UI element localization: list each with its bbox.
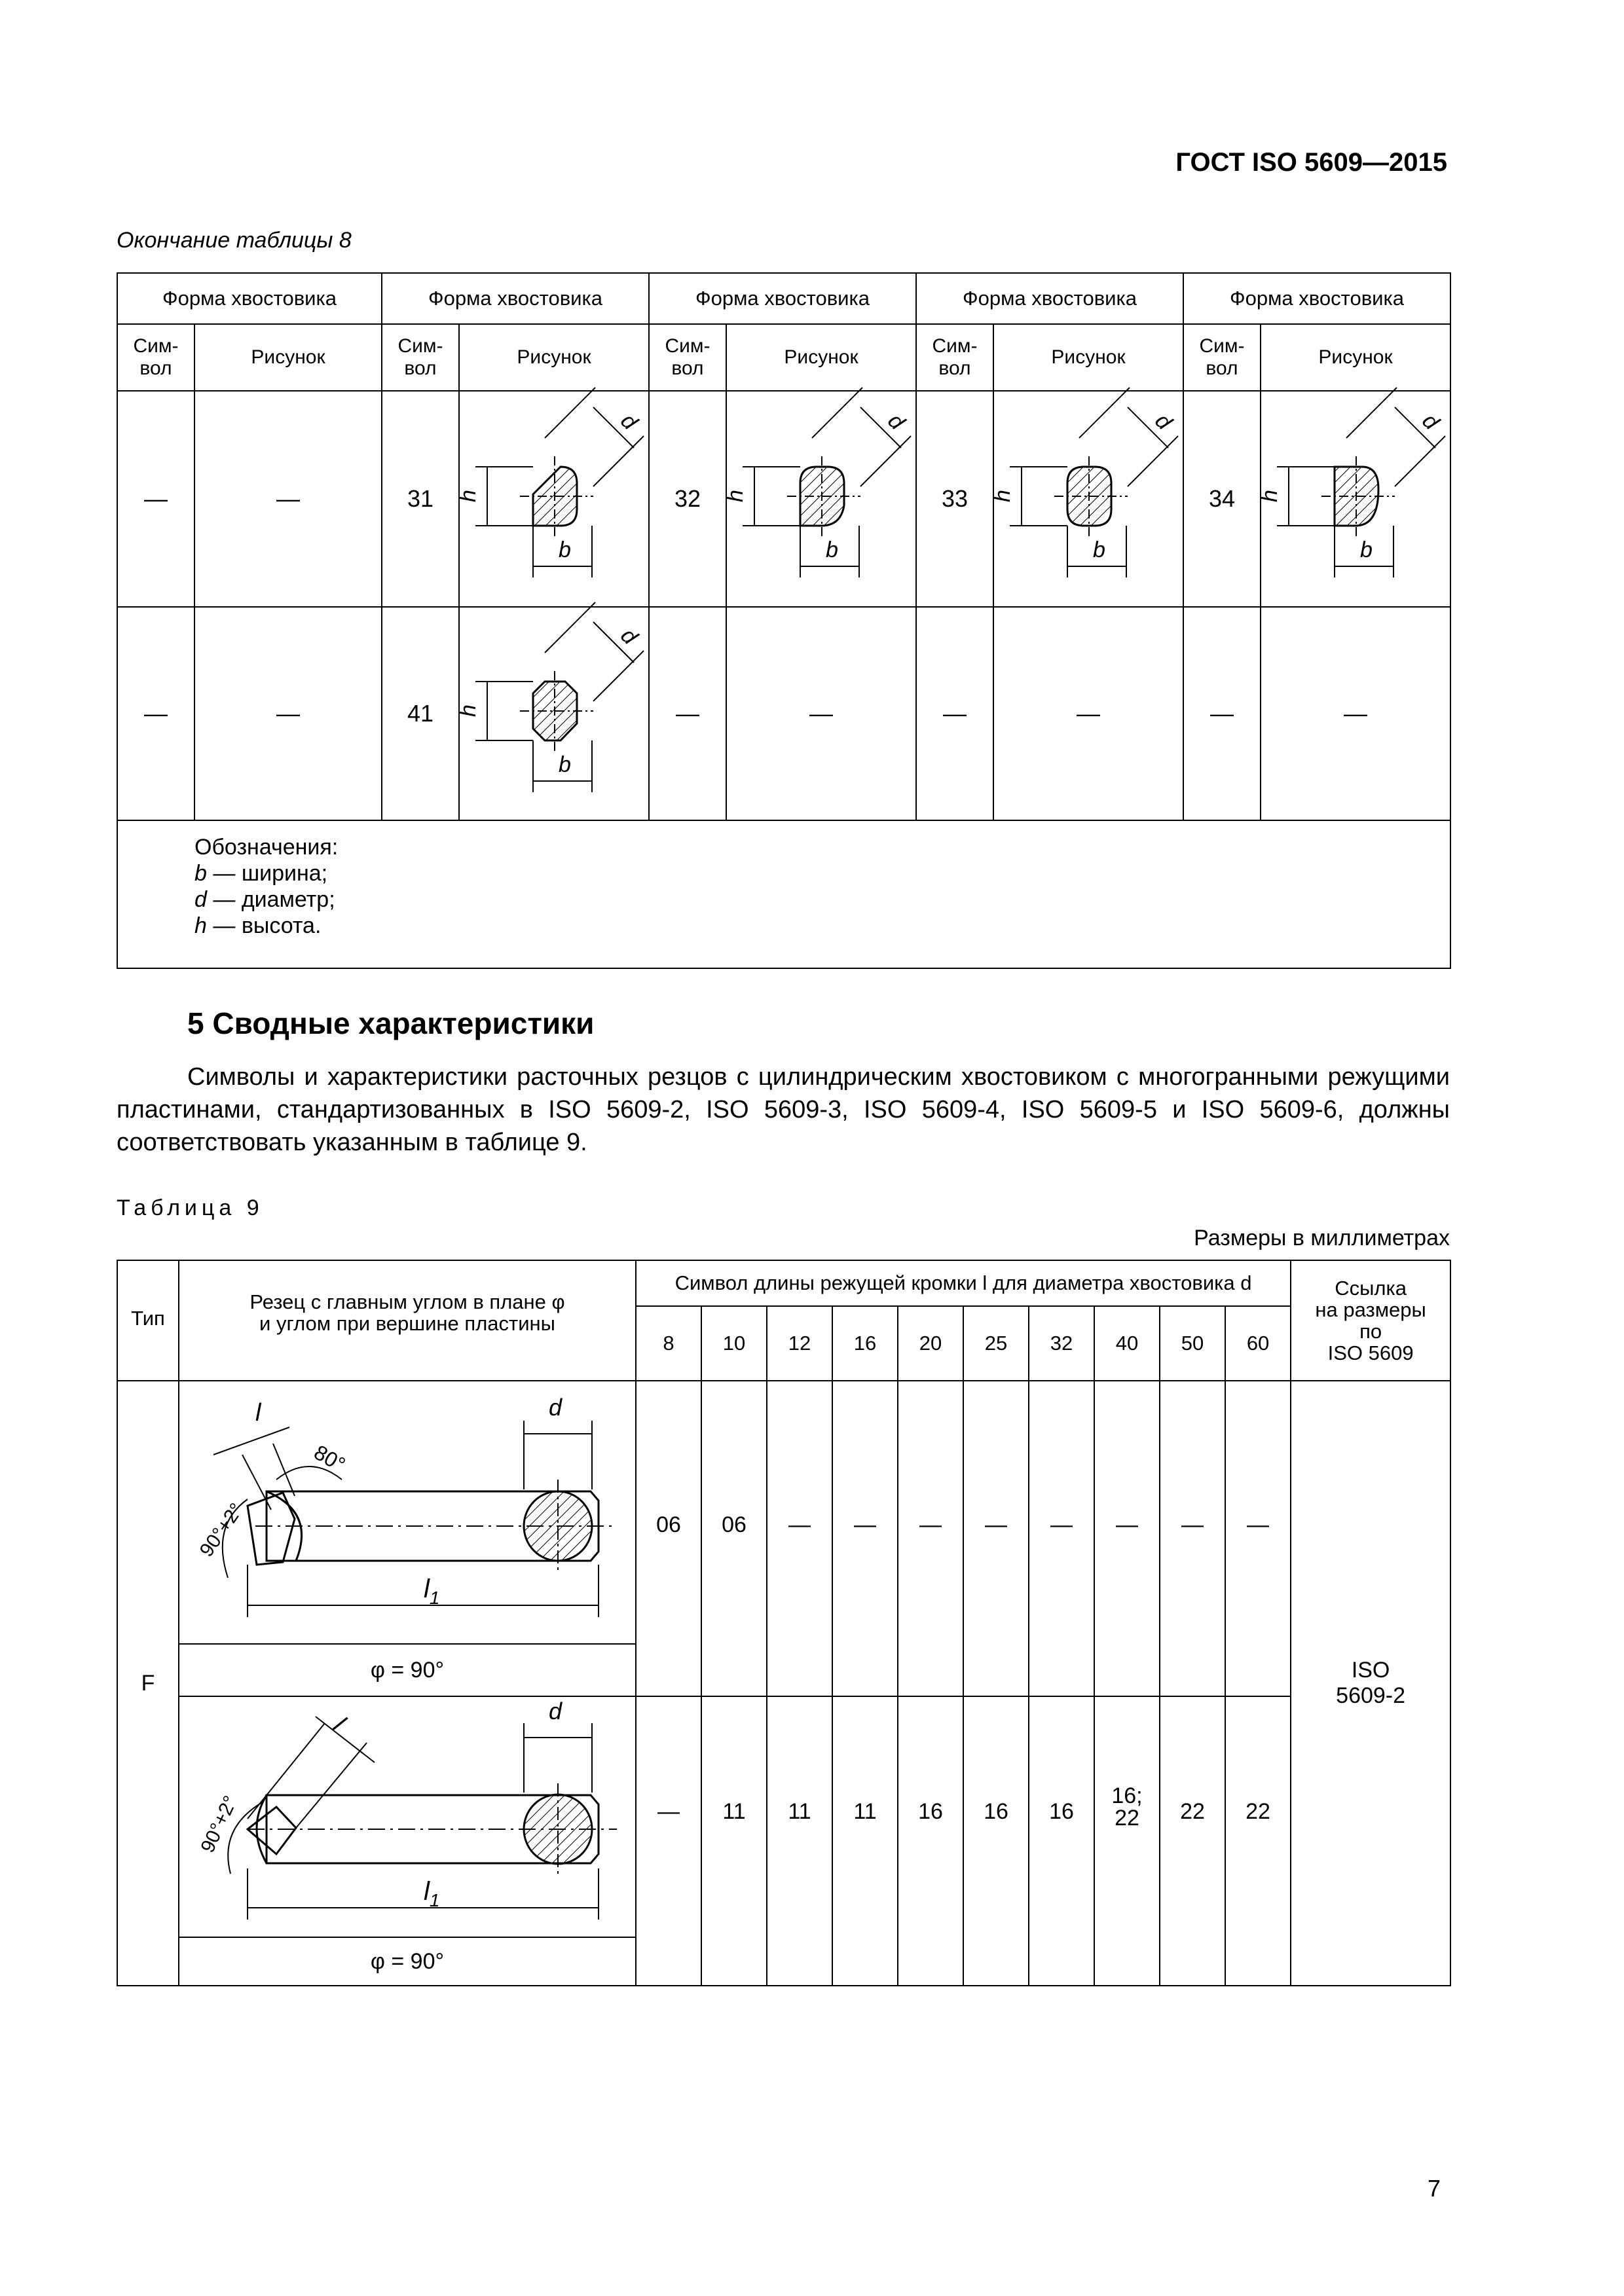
svg-text:d: d xyxy=(549,1394,563,1421)
picture-cell xyxy=(1257,391,1450,607)
symbol-header: Сим- вол xyxy=(1183,324,1261,391)
svg-text:l: l xyxy=(328,1711,350,1737)
svg-text:h: h xyxy=(990,490,1015,502)
picture-header: Рисунок xyxy=(194,324,382,391)
diameter-header: 50 xyxy=(1160,1306,1225,1381)
group-header: Форма хвостовика xyxy=(382,273,649,324)
table8-caption: Окончание таблицы 8 xyxy=(117,228,352,253)
group-header: Форма хвостовика xyxy=(117,273,382,324)
reference-header: Ссылка на размеры по ISO 5609 xyxy=(1291,1260,1450,1381)
shank-drawing-33 xyxy=(990,397,1180,600)
table-8 xyxy=(117,272,1451,969)
standard-designation: ГОСТ ISO 5609—2015 xyxy=(1175,148,1447,177)
value-cell: 06 xyxy=(701,1381,767,1696)
diameter-header: 10 xyxy=(701,1306,767,1381)
value-cell: 16; 22 xyxy=(1094,1696,1160,1986)
cutter-caption: φ = 90° xyxy=(179,1644,636,1696)
picture-cell: — xyxy=(194,607,382,820)
picture-header: Рисунок xyxy=(993,324,1183,391)
value-cell: 06 xyxy=(636,1381,701,1696)
table9-label: Таблица 9 xyxy=(117,1195,264,1220)
symbol-cell: 32 xyxy=(649,391,726,607)
value-cell: 16 xyxy=(1029,1696,1094,1986)
cutter-header: Резец с главным углом в плане φ и углом при вершине пластины xyxy=(179,1260,636,1381)
group-header: Форма хвостовика xyxy=(916,273,1183,324)
svg-text:h: h xyxy=(1257,490,1282,502)
cutter-drawing-cell-2 xyxy=(179,1696,636,1937)
cutter-caption: φ = 90° xyxy=(179,1937,636,1986)
picture-cell xyxy=(723,391,916,607)
picture-header: Рисунок xyxy=(1261,324,1450,391)
symbol-header: Сим- вол xyxy=(916,324,993,391)
svg-text:d: d xyxy=(616,408,642,435)
svg-text:h: h xyxy=(456,704,481,717)
symbol-cell: — xyxy=(1183,607,1261,820)
picture-cell xyxy=(456,391,649,607)
shank-drawing-31 xyxy=(456,397,646,600)
value-cell: 22 xyxy=(1160,1696,1225,1986)
reference-cell: ISO 5609-2 xyxy=(1291,1381,1450,1986)
symbol-cell: 41 xyxy=(382,607,459,820)
value-cell: 11 xyxy=(767,1696,832,1986)
diameter-header: 60 xyxy=(1225,1306,1291,1381)
symbol-cell: — xyxy=(117,391,194,607)
svg-text:d: d xyxy=(883,408,910,435)
value-cell: — xyxy=(767,1381,832,1696)
picture-cell: — xyxy=(194,391,382,607)
cutter-drawing-2 xyxy=(185,1697,630,1937)
diameter-header: 8 xyxy=(636,1306,701,1381)
svg-text:h: h xyxy=(456,490,481,502)
legend-h: h — высота. xyxy=(194,913,322,938)
value-cell: 11 xyxy=(701,1696,767,1986)
shank-drawing-41 xyxy=(456,612,646,815)
value-cell: — xyxy=(963,1381,1029,1696)
svg-text:b: b xyxy=(1360,538,1373,562)
svg-text:90°+2°: 90°+2° xyxy=(196,1793,242,1856)
diameter-header: 20 xyxy=(898,1306,963,1381)
symbol-header: Сим- вол xyxy=(649,324,726,391)
picture-cell xyxy=(456,607,649,820)
symbol-cell: — xyxy=(117,607,194,820)
diameter-header: 16 xyxy=(832,1306,898,1381)
type-cell: F xyxy=(117,1381,179,1986)
value-cell: 22 xyxy=(1225,1696,1291,1986)
legend-spacer xyxy=(117,820,194,968)
picture-cell xyxy=(990,391,1183,607)
symbol-cell: — xyxy=(916,607,993,820)
value-cell: 11 xyxy=(832,1696,898,1986)
symbol-length-header: Символ длины режущей кромки l для диаметра хвостовика d xyxy=(636,1260,1291,1306)
value-cell: — xyxy=(832,1381,898,1696)
diameter-header: 25 xyxy=(963,1306,1029,1381)
svg-text:b: b xyxy=(559,538,571,562)
group-header: Форма хвостовика xyxy=(649,273,916,324)
value-cell: — xyxy=(1094,1381,1160,1696)
legend xyxy=(194,820,1450,968)
picture-cell: — xyxy=(993,607,1183,820)
diameter-header: 40 xyxy=(1094,1306,1160,1381)
type-header: Тип xyxy=(117,1260,179,1381)
legend-d: d — диаметр; xyxy=(194,887,335,912)
value-cell: 16 xyxy=(898,1696,963,1986)
symbol-cell: 33 xyxy=(916,391,993,607)
cutter-drawing-1 xyxy=(185,1381,630,1643)
value-cell: 16 xyxy=(963,1696,1029,1986)
section-title: 5 Сводные характеристики xyxy=(187,1006,595,1040)
svg-text:l1: $l_1$ xyxy=(424,1575,440,1608)
legend-b: b — ширина; xyxy=(194,861,328,886)
picture-header: Рисунок xyxy=(459,324,649,391)
shank-drawing-32 xyxy=(723,397,913,600)
svg-text:d: d xyxy=(616,623,642,650)
svg-text:b: b xyxy=(1093,538,1105,562)
svg-text:d: d xyxy=(1417,408,1444,435)
symbol-cell: 34 xyxy=(1183,391,1261,607)
value-cell: — xyxy=(636,1696,701,1986)
table-9 xyxy=(117,1260,1451,1986)
section-paragraph: Символы и характеристики расточных резцов с цилиндрическим хвостовиком с многогранными режущими пластинами, стандартизованных в ISO 5609-2, ISO 5609-3, ISO 5609-4, ISO 5609-5 и ISO 5609-6, должны соответствовать указанным в таблице 9. xyxy=(117,1063,1450,1156)
picture-cell: — xyxy=(726,607,916,820)
picture-cell: — xyxy=(1261,607,1450,820)
diameter-header: 32 xyxy=(1029,1306,1094,1381)
shank-drawing-34 xyxy=(1257,397,1447,600)
cutter-drawing-cell-1 xyxy=(179,1381,636,1644)
svg-text:b: b xyxy=(826,538,838,562)
symbol-cell: — xyxy=(649,607,726,820)
value-cell: — xyxy=(1029,1381,1094,1696)
page-number: 7 xyxy=(1427,2175,1441,2202)
group-header: Форма хвостовика xyxy=(1183,273,1450,324)
picture-header: Рисунок xyxy=(726,324,916,391)
table9-units: Размеры в миллиметрах xyxy=(1194,1226,1450,1250)
value-cell: — xyxy=(1160,1381,1225,1696)
svg-text:d: d xyxy=(1150,408,1177,435)
symbol-header: Сим- вол xyxy=(382,324,459,391)
symbol-cell: 31 xyxy=(382,391,459,607)
svg-text:l1: $l_1$ xyxy=(424,1877,440,1910)
svg-text:80°: 80° xyxy=(310,1440,350,1477)
svg-text:b: b xyxy=(559,752,571,777)
svg-text:d: d xyxy=(549,1698,563,1724)
svg-text:l: l xyxy=(255,1399,261,1427)
legend-title: Обозначения: xyxy=(194,835,339,860)
symbol-header: Сим- вол xyxy=(117,324,194,391)
diameter-header: 12 xyxy=(767,1306,832,1381)
value-cell: — xyxy=(1225,1381,1291,1696)
svg-text:90°+2°: 90°+2° xyxy=(195,1499,248,1561)
svg-text:h: h xyxy=(723,490,748,502)
value-cell: — xyxy=(898,1381,963,1696)
